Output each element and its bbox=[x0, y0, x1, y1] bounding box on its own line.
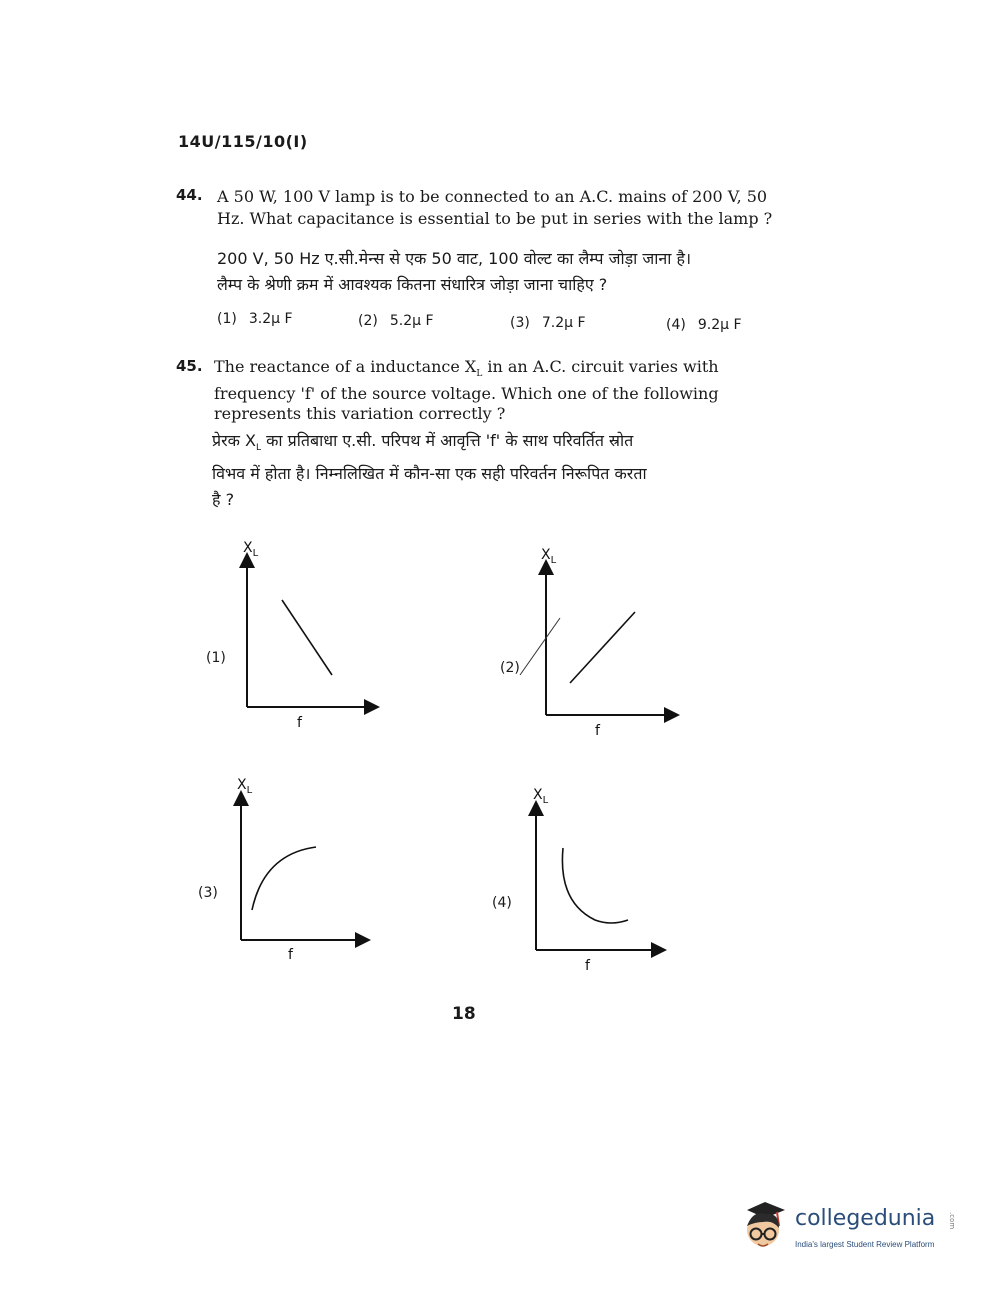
paper-code: 14U/115/10(I) bbox=[178, 132, 308, 151]
graph-2-y-label: $X_L$ bbox=[541, 547, 557, 566]
graph-3-curve bbox=[252, 847, 316, 910]
graph-1 bbox=[232, 535, 382, 735]
graph-1-y-label: $X_L$ bbox=[243, 540, 259, 559]
q44-option-4[interactable]: (4) 9.2μ F bbox=[666, 317, 742, 333]
q45-hi-line-3: है ? bbox=[212, 490, 235, 510]
question-44-number: 44. bbox=[176, 186, 203, 204]
logo-tld: .com bbox=[948, 1212, 956, 1230]
q45-en-line-1: The reactance of a inductance $X_L$ in an A.C. circuit varies with bbox=[214, 357, 719, 380]
q45-hi-line-2: विभव में होता है। निम्नलिखित में कौन-सा एक सही परिवर्तन निरूपित करता bbox=[212, 464, 647, 484]
question-44-hindi bbox=[217, 246, 817, 298]
graph-4-curve bbox=[562, 848, 628, 923]
q44-option-3[interactable]: (3) 7.2μ F bbox=[510, 315, 586, 331]
q44-en-line-2: Hz. What capacitance is essential to be put in series with the lamp ? bbox=[217, 209, 773, 228]
mascot-icon bbox=[735, 1200, 793, 1260]
q44-hi-line-2: लैम्प के श्रेणी क्रम में आवश्यक कितना संधारित्र जोड़ा जाना चाहिए ? bbox=[217, 275, 608, 294]
question-44-english bbox=[217, 186, 817, 230]
graph-4-y-label: $X_L$ bbox=[533, 787, 549, 806]
logo-tagline: India's largest Student Review Platform bbox=[795, 1240, 935, 1249]
question-45-hindi bbox=[212, 428, 812, 513]
graph-4 bbox=[523, 782, 673, 982]
q44-en-line-1: A 50 W, 100 V lamp is to be connected to an A.C. mains of 200 V, 50 bbox=[217, 187, 768, 206]
q45-en-line-2: frequency 'f' of the source voltage. Which one of the following bbox=[214, 384, 719, 404]
graph-2-x-label: f bbox=[595, 723, 600, 739]
graph-2-curve bbox=[570, 612, 635, 683]
q45-hi-line-1: प्रेरक $X_L$ का प्रतिबाधा ए.सी. परिपथ में आवृत्ति 'f' के साथ परिवर्तित स्रोत bbox=[212, 431, 634, 454]
graph-4-x-label: f bbox=[585, 958, 590, 974]
graph-2-stray-mark bbox=[520, 618, 560, 675]
q45-en-line-3: represents this variation correctly ? bbox=[214, 404, 506, 424]
question-45-english bbox=[214, 357, 814, 424]
graph-3 bbox=[228, 772, 378, 972]
graph-4-label[interactable]: (4) bbox=[492, 895, 512, 911]
q44-hi-line-1: 200 V, 50 Hz ए.सी.मेन्स से एक 50 वाट, 100 वोल्ट का लैम्प जोड़ा जाना है। bbox=[217, 249, 692, 268]
collegedunia-logo bbox=[735, 1198, 965, 1268]
graph-3-y-label: $X_L$ bbox=[237, 777, 253, 796]
graph-1-curve bbox=[282, 600, 332, 675]
graph-1-x-label: f bbox=[297, 715, 302, 731]
q44-option-1[interactable]: (1) 3.2μ F bbox=[217, 311, 293, 327]
graph-2-label[interactable]: (2) bbox=[500, 660, 520, 676]
graph-3-x-label: f bbox=[288, 947, 293, 963]
logo-name: collegedunia bbox=[795, 1206, 936, 1231]
question-45-number: 45. bbox=[176, 357, 203, 375]
page-number: 18 bbox=[452, 1004, 476, 1024]
q44-option-2[interactable]: (2) 5.2μ F bbox=[358, 313, 434, 329]
graph-2 bbox=[530, 540, 680, 740]
graph-1-label[interactable]: (1) bbox=[206, 650, 226, 666]
graph-3-label[interactable]: (3) bbox=[198, 885, 218, 901]
